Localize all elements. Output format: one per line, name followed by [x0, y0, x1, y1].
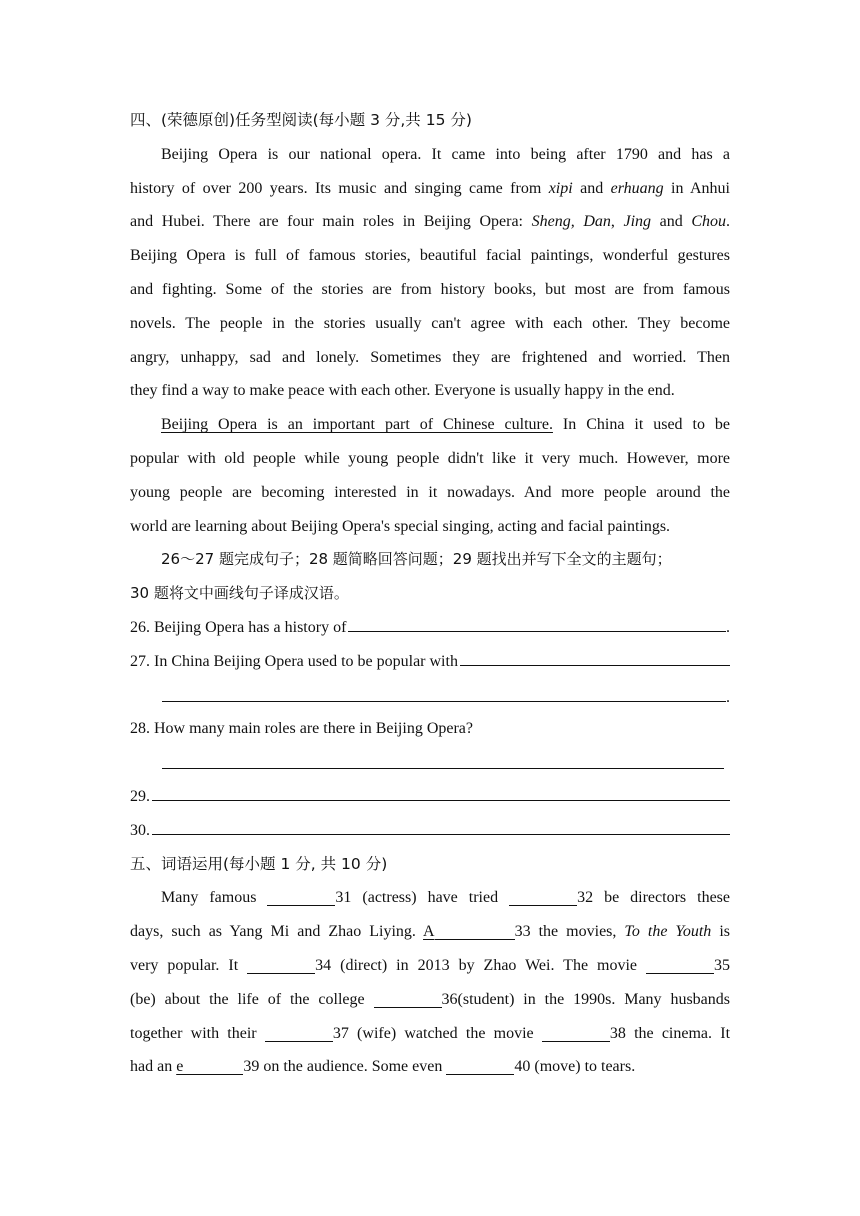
blank-33[interactable] — [435, 919, 515, 940]
passage-line: history of over 200 years. Its music and singing came from xipi and erhuang in Anhui — [130, 179, 731, 197]
question-30-text: 30. — [130, 821, 150, 839]
cloze-line: days, such as Yang Mi and Zhao Liying. A 33 the movies, To the Youth is — [130, 915, 730, 949]
period: . — [726, 618, 730, 636]
passage-line: novels. The people in the stories usually can't agree with each other. They become — [130, 314, 730, 332]
blank-38[interactable] — [542, 1021, 610, 1042]
instruction-line: 26～27 题完成句子；28 题简略回答问题；29 题找出并写下全文的主题句； — [161, 550, 672, 569]
passage-paragraph-2 — [130, 408, 730, 543]
blank-32[interactable] — [509, 885, 577, 906]
question-26-text: 26. Beijing Opera has a history of — [130, 618, 347, 636]
blank-39[interactable] — [183, 1054, 243, 1075]
cloze-line: had an e 39 on the audience. Some even 40 (move) to tears. — [130, 1050, 730, 1084]
instruction-line: 30 题将文中画线句子译成汉语。 — [130, 584, 349, 603]
blank-31[interactable] — [267, 885, 335, 906]
worksheet-page — [130, 104, 730, 1084]
answer-blank-30[interactable] — [152, 814, 730, 835]
passage-line: young people are becoming interested in it nowadays. And more people around the — [130, 483, 730, 501]
question-27-continued — [130, 679, 730, 713]
answer-blank-27a[interactable] — [460, 645, 730, 666]
question-28-text: 28. How many main roles are there in Beijing Opera? — [130, 720, 473, 738]
term-sheng-dan: Sheng, Dan — [531, 213, 611, 231]
hint-letter-a: A — [423, 923, 435, 941]
passage-line: and fighting. Some of the stories are from history books, but most are from famous — [130, 280, 730, 298]
underlined-sentence: Beijing Opera is an important part of Chinese culture. — [161, 416, 553, 434]
passage-line: they find a way to make peace with each other. Everyone is usually happy in the end. — [130, 382, 675, 400]
passage-line: and Hubei. There are four main roles in Beijing Opera: Sheng, Dan, Jing and Chou. — [130, 213, 731, 231]
term-jing: Jing — [623, 213, 652, 231]
passage-line: popular with old people while young people didn't like it very much. However, more — [130, 449, 730, 467]
term-chou: Chou — [691, 213, 727, 231]
question-27 — [130, 645, 730, 679]
answer-blank-27b[interactable] — [162, 679, 726, 702]
hint-letter-e: e — [176, 1058, 184, 1076]
blank-36[interactable] — [374, 987, 442, 1008]
question-26 — [130, 611, 730, 645]
answer-blank-29[interactable] — [152, 780, 730, 801]
question-27-text: 27. In China Beijing Opera used to be popular with — [130, 652, 458, 670]
section-4-heading: 四、(荣德原创)任务型阅读(每小题 3 分,共 15 分) — [130, 111, 472, 129]
blank-37[interactable] — [265, 1021, 333, 1042]
passage-line: world are learning about Beijing Opera's special singing, acting and facial paintings. — [130, 517, 671, 535]
passage-paragraph-1 — [130, 138, 730, 408]
answer-blank-26[interactable] — [348, 611, 726, 632]
cloze-paragraph — [130, 881, 730, 1084]
blank-35[interactable] — [646, 953, 714, 974]
question-29 — [130, 780, 730, 814]
question-30 — [130, 814, 730, 848]
cloze-line: Many famous 31 (actress) have tried 32 be directors these — [130, 881, 730, 915]
passage-line: angry, unhappy, sad and lonely. Sometimes they are frightened and worried. Then — [130, 348, 730, 366]
passage-line: Beijing Opera is an important part of Chinese culture. In China it used to be — [161, 416, 730, 434]
passage-line: Beijing Opera is full of famous stories, beautiful facial paintings, wonderful gestures — [130, 247, 730, 265]
period: . — [726, 688, 730, 706]
question-28-answer — [130, 746, 730, 780]
question-29-text: 29. — [130, 787, 150, 805]
term-erhuang: erhuang — [610, 179, 664, 197]
movie-title: To the Youth — [624, 923, 712, 941]
term-xipi: xipi — [548, 179, 573, 197]
blank-40[interactable] — [446, 1054, 514, 1075]
blank-34[interactable] — [247, 953, 315, 974]
cloze-line: (be) about the life of the college 36(student) in the 1990s. Many husbands — [130, 983, 730, 1017]
passage-line: Beijing Opera is our national opera. It came into being after 1790 and has a — [161, 145, 730, 163]
answer-blank-28[interactable] — [162, 746, 724, 769]
cloze-line: together with their 37 (wife) watched the movie 38 the cinema. It — [130, 1017, 730, 1051]
section-5-heading: 五、词语运用(每小题 1 分, 共 10 分) — [130, 854, 388, 873]
cloze-line: very popular. It 34 (direct) in 2013 by Zhao Wei. The movie 35 — [130, 949, 730, 983]
